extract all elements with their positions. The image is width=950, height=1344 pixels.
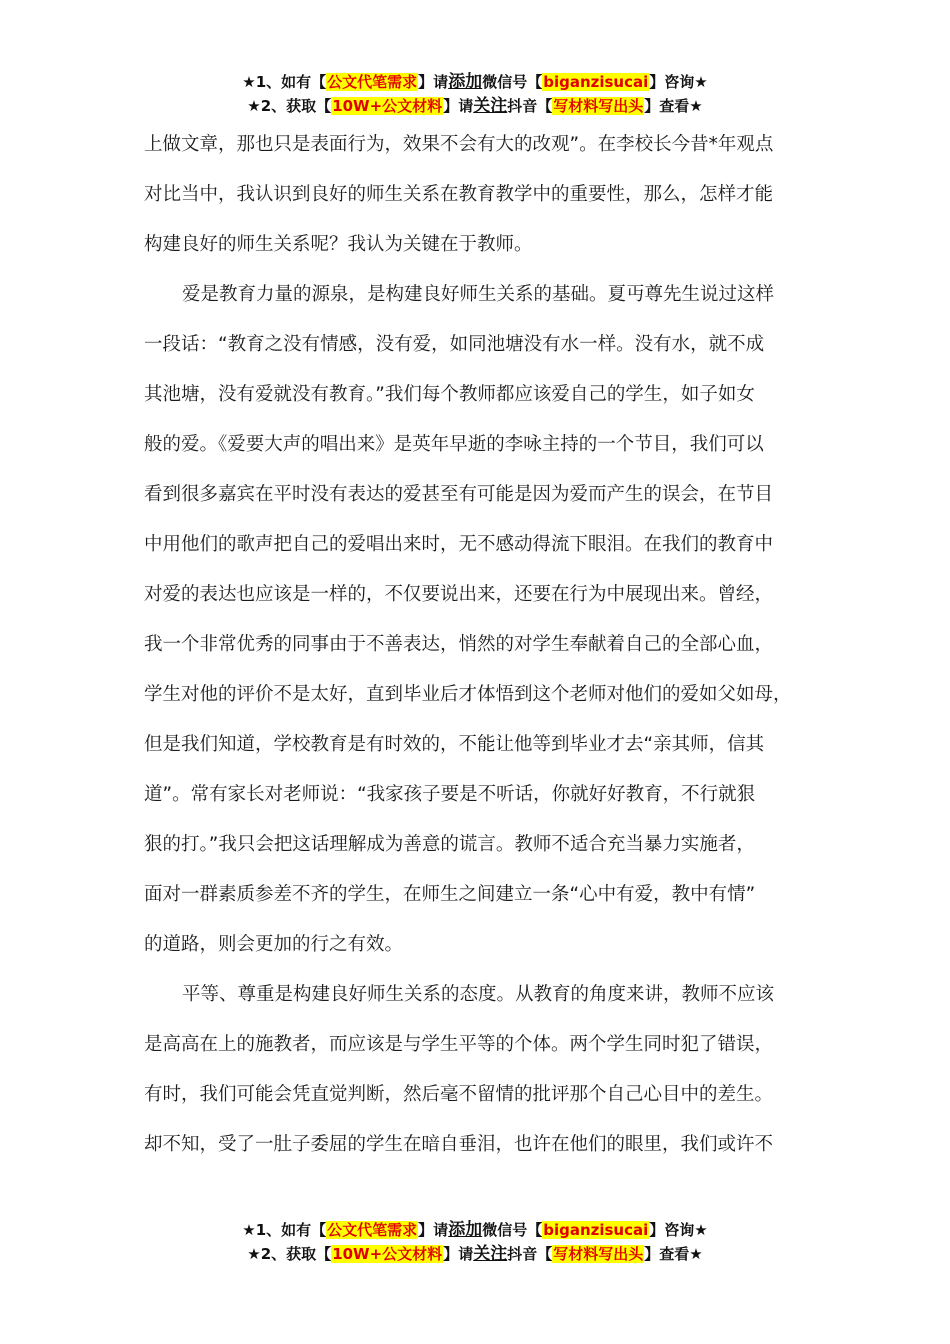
text-line: 有时，我们可能会凭直觉判断，然后毫不留情的批评那个自己心目中的差生。 bbox=[144, 1084, 774, 1105]
banner-text: 微信号【 bbox=[482, 73, 543, 91]
text-line: 却不知，受了一肚子委屈的学生在暗自垂泪，也许在他们的眼里，我们或许不 bbox=[144, 1134, 774, 1155]
text-line: 中用他们的歌声把自己的爱唱出来时，无不感动得流下眼泪。在我们的教育中 bbox=[144, 534, 774, 555]
text-line: 道”。常有家长对老师说：“我家孩子要是不听话，你就好好教育，不行就狠 bbox=[144, 784, 756, 805]
banner-text: ★2、获取【 bbox=[247, 97, 332, 115]
text-line: 的道路，则会更加的行之有效。 bbox=[144, 934, 404, 955]
banner-text: ★2、获取【 bbox=[247, 1245, 332, 1263]
banner-text: 】查看★ bbox=[644, 1245, 703, 1263]
highlight-materials: 10W+公文材料 bbox=[332, 97, 443, 115]
text-line: 但是我们知道，学校教育是有时效的，不能让他等到毕业才去“亲其师，信其 bbox=[144, 734, 765, 755]
paragraph-love bbox=[144, 270, 814, 970]
banner-line-2 bbox=[0, 1242, 950, 1266]
document-body bbox=[144, 120, 814, 1170]
banner-text: ★1、如有【 bbox=[242, 73, 327, 91]
text-line: 学生对他的评价不是太好，直到毕业后才体悟到这个老师对他们的爱如父如母， bbox=[144, 684, 792, 705]
text-line: 看到很多嘉宾在平时没有表达的爱甚至有可能是因为爱而产生的误会，在节目 bbox=[144, 484, 774, 505]
highlight-service: 公文代笔需求 bbox=[327, 73, 418, 91]
banner-emphasis: 关注 bbox=[473, 96, 508, 116]
paragraph-continued bbox=[144, 120, 814, 270]
text-line: 般的爱。《爱要大声的唱出来》是英年早逝的李咏主持的一个节目，我们可以 bbox=[144, 434, 764, 455]
banner-text: 】请 bbox=[443, 97, 474, 115]
paragraph-equality bbox=[144, 970, 814, 1170]
banner-emphasis: 关注 bbox=[473, 1244, 508, 1264]
highlight-douyin-id: 写材料写出头 bbox=[553, 97, 644, 115]
banner-line-2 bbox=[0, 94, 950, 118]
highlight-wechat-id: biganzisucai bbox=[543, 73, 649, 91]
highlight-service: 公文代笔需求 bbox=[327, 1221, 418, 1239]
highlight-materials: 10W+公文材料 bbox=[332, 1245, 443, 1263]
banner-text: 抖音【 bbox=[507, 1245, 553, 1263]
banner-text: 】请 bbox=[443, 1245, 474, 1263]
text-line: 对爱的表达也应该是一样的，不仅要说出来，还要在行为中展现出来。曾经， bbox=[144, 584, 774, 605]
text-line: 面对一群素质参差不齐的学生，在师生之间建立一条“心中有爱，教中有情” bbox=[144, 884, 756, 905]
text-line: 上做文章，那也只是表面行为，效果不会有大的改观”。在李校长今昔*年观点 bbox=[144, 134, 774, 155]
banner-text: 】请 bbox=[418, 73, 449, 91]
banner-text: 微信号【 bbox=[482, 1221, 543, 1239]
banner-text: ★1、如有【 bbox=[242, 1221, 327, 1239]
banner-text: 】咨询★ bbox=[649, 1221, 708, 1239]
banner-text: 】咨询★ bbox=[649, 73, 708, 91]
banner-text: 】查看★ bbox=[644, 97, 703, 115]
text-line: 对比当中，我认识到良好的师生关系在教育教学中的重要性，那么，怎样才能 bbox=[144, 184, 774, 205]
text-line: 构建良好的师生关系呢？我认为关键在于教师。 bbox=[144, 234, 533, 255]
banner-emphasis: 添加 bbox=[448, 1220, 483, 1240]
text-line: 我一个非常优秀的同事由于不善表达，悄然的对学生奉献着自己的全部心血， bbox=[144, 634, 774, 655]
highlight-douyin-id: 写材料写出头 bbox=[553, 1245, 644, 1263]
text-line: 爱是教育力量的源泉，是构建良好师生关系的基础。夏丏尊先生说过这样 bbox=[182, 284, 775, 305]
text-line: 一段话：“教育之没有情感，没有爱，如同池塘没有水一样。没有水，就不成 bbox=[144, 334, 765, 355]
text-line: 平等、尊重是构建良好师生关系的态度。从教育的角度来讲，教师不应该 bbox=[182, 984, 775, 1005]
text-line: 狠的打。”我只会把这话理解成为善意的谎言。教师不适合充当暴力实施者， bbox=[144, 834, 755, 855]
highlight-wechat-id: biganzisucai bbox=[543, 1221, 649, 1239]
text-line: 其池塘，没有爱就没有教育。”我们每个教师都应该爱自己的学生，如子如女 bbox=[144, 384, 755, 405]
header-banner bbox=[0, 70, 950, 118]
text-line: 是高高在上的施教者，而应该是与学生平等的个体。两个学生同时犯了错误， bbox=[144, 1034, 774, 1055]
banner-text: 抖音【 bbox=[507, 97, 553, 115]
banner-text: 】请 bbox=[418, 1221, 449, 1239]
banner-line-1 bbox=[0, 1218, 950, 1242]
banner-emphasis: 添加 bbox=[448, 72, 483, 92]
footer-banner bbox=[0, 1218, 950, 1266]
banner-line-1 bbox=[0, 70, 950, 94]
